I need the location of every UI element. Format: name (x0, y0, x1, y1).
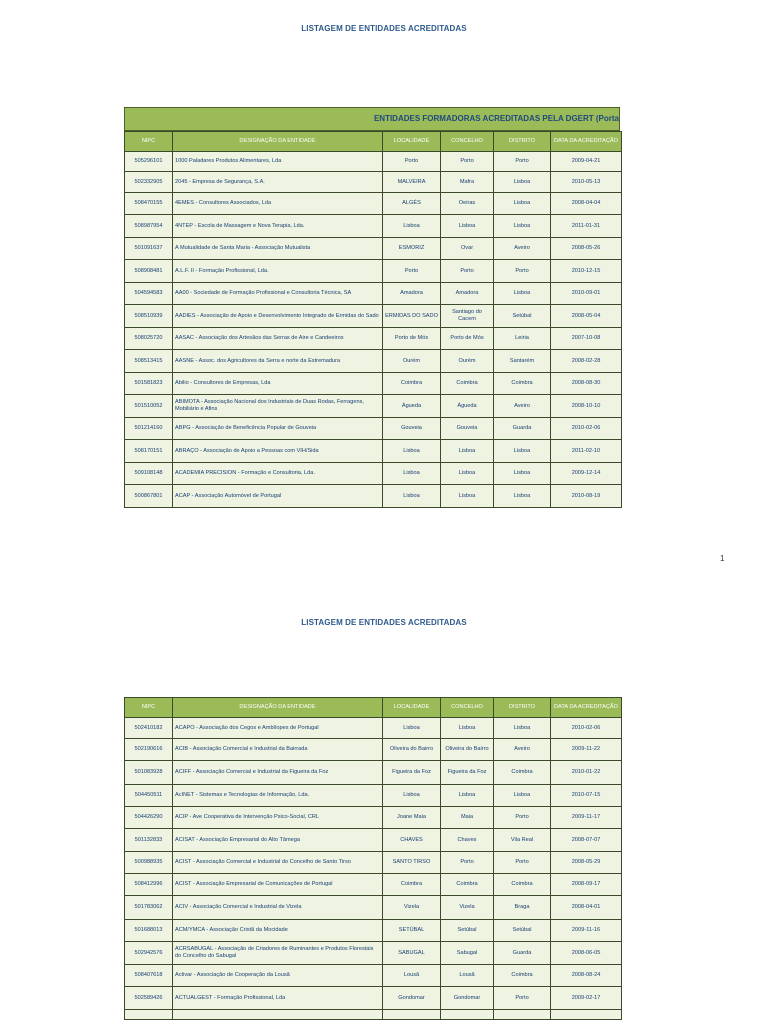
cell-designacao: ABRAÇO - Associação de Apoio a Pessoas com VIH/Sida (173, 440, 383, 463)
cell-designacao: ACADEMIA PRECISION - Formação e Consultoria, Lda. (173, 463, 383, 485)
cell-localidade: Vizela (383, 896, 441, 920)
cell-nipc: 504594583 (125, 283, 173, 305)
col-header-nipc: NIPC (125, 698, 173, 718)
cell-concelho: Lisboa (441, 785, 494, 807)
cell-data: 2010-05-13 (551, 172, 622, 193)
cell-designacao: Activar - Associação de Cooperação da Lousã (173, 965, 383, 987)
cell-data: 2008-09-17 (551, 874, 622, 896)
cell-distrito: Lisboa (494, 283, 551, 305)
cell-localidade: Porto (383, 260, 441, 283)
cell-nipc: 502942576 (125, 942, 173, 965)
cell-data: 2008-04-04 (551, 193, 622, 215)
table-row (125, 418, 622, 440)
cell-nipc: 502190616 (125, 739, 173, 761)
cell-localidade: ESMORIZ (383, 238, 441, 260)
cell-designacao: AcINET - Sistemas e Tecnologias de Informação, Lda. (173, 785, 383, 807)
cell-data: 2011-02-10 (551, 440, 622, 463)
cell-localidade: Lisboa (383, 485, 441, 508)
cell-concelho: Lisboa (441, 440, 494, 463)
cell-nipc: 501214160 (125, 418, 173, 440)
cell-localidade: SABUGAL (383, 942, 441, 965)
cell-localidade: Coimbra (383, 373, 441, 395)
table-row (125, 761, 622, 785)
table-banner (124, 107, 620, 131)
cell-data: 2010-12-15 (551, 260, 622, 283)
page-number: 1 (720, 554, 725, 563)
cell-concelho: Porto (441, 152, 494, 172)
cell-localidade: Porto (383, 152, 441, 172)
cell-distrito: Vila Real (494, 829, 551, 852)
cell-designacao: ACM/YMCA - Associação Cristã da Mocidade (173, 920, 383, 942)
cell-concelho: Oeiras (441, 193, 494, 215)
cell-designacao: ABIMOTA - Associação Nacional dos Industriais de Duas Rodas, Ferragens, Mobiliário e Afins (173, 395, 383, 418)
cell-data: 2008-06-05 (551, 942, 622, 965)
cell-data: 2010-07-15 (551, 785, 622, 807)
cell-designacao: ACIV - Associação Comercial e Industrial de Vizela (173, 896, 383, 920)
cell-distrito: Leiria (494, 328, 551, 350)
cell-designacao: Abilio - Consultores de Empresas, Lda (173, 373, 383, 395)
cell-distrito: Porto (494, 852, 551, 874)
table-row (125, 874, 622, 896)
cell-nipc: 508513415 (125, 350, 173, 373)
cell-data: 2009-12-14 (551, 463, 622, 485)
cell-data: 2008-05-29 (551, 852, 622, 874)
cell-concelho: Maia (441, 807, 494, 829)
cell-localidade: Porto de Mós (383, 328, 441, 350)
cell-distrito: Coimbra (494, 761, 551, 785)
cell-concelho: Lisboa (441, 215, 494, 238)
table-banner-text: ENTIDADES FORMADORAS ACREDITADAS PELA DGERT (Porta (373, 114, 619, 123)
table-row (125, 785, 622, 807)
table-row (125, 920, 622, 942)
col-header-concelho: CONCELHO (441, 698, 494, 718)
cell-designacao: ACIB - Associação Comercial e Industrial da Bairrada (173, 739, 383, 761)
cell-localidade: Gouveia (383, 418, 441, 440)
cell-concelho: Águeda (441, 395, 494, 418)
table-row (125, 942, 622, 965)
table-row (125, 172, 622, 193)
cell-distrito: Lisboa (494, 785, 551, 807)
cell-data: 2010-01-22 (551, 761, 622, 785)
cell-data: 2008-05-04 (551, 305, 622, 328)
cell-distrito: Lisboa (494, 440, 551, 463)
table-row (125, 1010, 622, 1020)
cell-nipc: 508407618 (125, 965, 173, 987)
table-row (125, 152, 622, 172)
col-header-distrito: DISTRITO (494, 132, 551, 152)
cell-nipc: 508470155 (125, 193, 173, 215)
cell-concelho: Oliveira do Bairro (441, 739, 494, 761)
cell-designacao: 4NTEP - Escola de Massagem e Nova Terapia, Lda. (173, 215, 383, 238)
cell-localidade: SANTO TIRSO (383, 852, 441, 874)
cell-distrito: Lisboa (494, 215, 551, 238)
cell-distrito: Guarda (494, 942, 551, 965)
cell-concelho: Coimbra (441, 373, 494, 395)
cell-nipc: 501688013 (125, 920, 173, 942)
table-row (125, 965, 622, 987)
table-row (125, 350, 622, 373)
cell-data: 2007-10-08 (551, 328, 622, 350)
cell-nipc: 508170151 (125, 440, 173, 463)
col-header-designacao: DESIGNAÇÃO DA ENTIDADE (173, 132, 383, 152)
table-row (125, 485, 622, 508)
cell-designacao (173, 1010, 383, 1020)
cell-nipc: 504450511 (125, 785, 173, 807)
cell-distrito: Coimbra (494, 373, 551, 395)
cell-data: 2009-11-17 (551, 807, 622, 829)
cell-localidade: CHAVES (383, 829, 441, 852)
table-row (125, 215, 622, 238)
cell-designacao: ACAPO - Associação dos Cegos e Amblíopes de Portugal (173, 718, 383, 739)
cell-data: 2008-10-10 (551, 395, 622, 418)
cell-distrito: Porto (494, 152, 551, 172)
cell-localidade: Joane Maia (383, 807, 441, 829)
cell-distrito: Aveiro (494, 739, 551, 761)
table-row (125, 238, 622, 260)
cell-concelho: Gouveia (441, 418, 494, 440)
cell-designacao: A Mutualidade de Santa Maria - Associação Mutualista (173, 238, 383, 260)
cell-designacao: AA00 - Sociedade de Formação Profissional e Consultoria Técnica, SA (173, 283, 383, 305)
cell-designacao: ACISAT - Associação Empresarial do Alto Tâmega (173, 829, 383, 852)
cell-localidade: Lisboa (383, 215, 441, 238)
cell-localidade: Coimbra (383, 874, 441, 896)
cell-concelho: Setúbal (441, 920, 494, 942)
cell-data: 2009-02-17 (551, 987, 622, 1010)
cell-data: 2010-02-06 (551, 418, 622, 440)
cell-distrito: Porto (494, 987, 551, 1010)
cell-concelho: Figueira da Foz (441, 761, 494, 785)
cell-nipc: 501083928 (125, 761, 173, 785)
cell-distrito: Guarda (494, 418, 551, 440)
cell-data: 2010-09-01 (551, 283, 622, 305)
table-body-2 (125, 718, 622, 1020)
cell-localidade: Lisboa (383, 785, 441, 807)
cell-designacao: ACIST - Associação Comercial e Industrial do Concelho de Santo Tirso (173, 852, 383, 874)
cell-data: 2009-11-16 (551, 920, 622, 942)
cell-data: 2008-08-30 (551, 373, 622, 395)
cell-localidade: Gondomar (383, 987, 441, 1010)
cell-concelho: Amadora (441, 283, 494, 305)
cell-nipc: 501510052 (125, 395, 173, 418)
cell-localidade: Lisboa (383, 463, 441, 485)
cell-designacao: ACTUALGEST - Formação Profissional, Lda (173, 987, 383, 1010)
cell-distrito: Lisboa (494, 172, 551, 193)
cell-nipc: 509108148 (125, 463, 173, 485)
cell-data: 2010-08-19 (551, 485, 622, 508)
cell-distrito: Lisboa (494, 718, 551, 739)
cell-designacao: 2045 - Empresa de Segurança, S.A. (173, 172, 383, 193)
cell-concelho: Ovar (441, 238, 494, 260)
cell-nipc: 501783062 (125, 896, 173, 920)
cell-nipc: 501132833 (125, 829, 173, 852)
table-row (125, 373, 622, 395)
cell-concelho: Porto de Mós (441, 328, 494, 350)
cell-designacao: AASNE - Assoc. dos Agricultores da Serra e norte da Estremadura (173, 350, 383, 373)
cell-localidade: Oliveira do Bairro (383, 739, 441, 761)
table-row (125, 852, 622, 874)
cell-concelho: Sabugal (441, 942, 494, 965)
cell-concelho: Lisboa (441, 485, 494, 508)
cell-nipc: 508025720 (125, 328, 173, 350)
table-row (125, 305, 622, 328)
cell-localidade: Lousã (383, 965, 441, 987)
table-row (125, 739, 622, 761)
cell-data: 2008-08-24 (551, 965, 622, 987)
table-row (125, 260, 622, 283)
col-header-distrito: DISTRITO (494, 698, 551, 718)
cell-nipc: 500988935 (125, 852, 173, 874)
cell-data: 2008-02-28 (551, 350, 622, 373)
cell-distrito: Porto (494, 807, 551, 829)
cell-nipc: 500867801 (125, 485, 173, 508)
table-header-row (125, 698, 622, 718)
entities-table-2 (124, 697, 622, 1020)
cell-concelho: Lousã (441, 965, 494, 987)
cell-nipc: 505296101 (125, 152, 173, 172)
cell-designacao: ACRSABUGAL - Associação de Criadores de Ruminantes e Produtos Florestais do Concelho do Sabugal (173, 942, 383, 965)
table-row (125, 328, 622, 350)
col-header-designacao: DESIGNAÇÃO DA ENTIDADE (173, 698, 383, 718)
entities-table-1 (124, 131, 622, 508)
cell-distrito: Santarém (494, 350, 551, 373)
col-header-concelho: CONCELHO (441, 132, 494, 152)
cell-concelho: Santiago do Cacem (441, 305, 494, 328)
cell-designacao: 4EMES - Consultores Associados, Lda (173, 193, 383, 215)
col-header-data: DATA DA ACREDITAÇÃO (551, 698, 622, 718)
cell-designacao: A.L.F. II - Formação Profissional, Lda. (173, 260, 383, 283)
cell-data: 2009-11-22 (551, 739, 622, 761)
cell-concelho: Vizela (441, 896, 494, 920)
cell-data: 2011-01-31 (551, 215, 622, 238)
table-row (125, 718, 622, 739)
cell-distrito: Setúbal (494, 920, 551, 942)
cell-localidade: Lisboa (383, 440, 441, 463)
cell-concelho: Gondomar (441, 987, 494, 1010)
cell-designacao: AADIES - Associação de Apoio e Desenvolvimento Integrado de Ermidas do Sado (173, 305, 383, 328)
cell-distrito: Lisboa (494, 193, 551, 215)
cell-localidade: ERMIDAS DO SADO (383, 305, 441, 328)
cell-nipc: 508412996 (125, 874, 173, 896)
page-title-2: LISTAGEM DE ENTIDADES ACREDITADAS (301, 618, 467, 627)
cell-localidade: MALVEIRA (383, 172, 441, 193)
cell-nipc: 502332905 (125, 172, 173, 193)
table-body-1 (125, 152, 622, 508)
cell-concelho: Lisboa (441, 463, 494, 485)
cell-nipc: 501581823 (125, 373, 173, 395)
cell-designacao: 1000 Paladares Produtos Alimentares, Lda (173, 152, 383, 172)
cell-designacao: ACIFF - Associação Comercial e Industrial da Figueira da Foz (173, 761, 383, 785)
cell-localidade: Ourém (383, 350, 441, 373)
table-row (125, 283, 622, 305)
cell-distrito: Lisboa (494, 463, 551, 485)
col-header-nipc: NIPC (125, 132, 173, 152)
table-row (125, 395, 622, 418)
cell-data: 2009-04-21 (551, 152, 622, 172)
table-row (125, 440, 622, 463)
cell-distrito: Coimbra (494, 965, 551, 987)
page-title: LISTAGEM DE ENTIDADES ACREDITADAS (301, 24, 467, 33)
table-row (125, 896, 622, 920)
cell-localidade: Figueira da Foz (383, 761, 441, 785)
cell-localidade: Amadora (383, 283, 441, 305)
cell-data: 2010-02-06 (551, 718, 622, 739)
col-header-localidade: LOCALIDADE (383, 698, 441, 718)
cell-nipc: 508510939 (125, 305, 173, 328)
cell-nipc: 504426290 (125, 807, 173, 829)
table-row (125, 193, 622, 215)
cell-designacao: ABPG - Associação de Beneficência Popular de Gouveia (173, 418, 383, 440)
cell-nipc: 502410182 (125, 718, 173, 739)
col-header-localidade: LOCALIDADE (383, 132, 441, 152)
cell-designacao: ACIP - Ave Cooperativa de Intervenção Psico-Social, CRL (173, 807, 383, 829)
cell-nipc (125, 1010, 173, 1020)
cell-distrito: Lisboa (494, 485, 551, 508)
cell-data (551, 1010, 622, 1020)
cell-concelho: Mafra (441, 172, 494, 193)
cell-concelho: Lisboa (441, 718, 494, 739)
cell-nipc: 508987954 (125, 215, 173, 238)
cell-localidade: Lisboa (383, 718, 441, 739)
table-row (125, 829, 622, 852)
cell-nipc: 508908481 (125, 260, 173, 283)
cell-concelho: Porto (441, 852, 494, 874)
cell-designacao: AASAC - Associação dos Artesãos das Serras de Aire e Candeeiros (173, 328, 383, 350)
table-row (125, 987, 622, 1010)
cell-data: 2008-05-26 (551, 238, 622, 260)
cell-concelho: Coimbra (441, 874, 494, 896)
cell-distrito: Coimbra (494, 874, 551, 896)
table-header-row (125, 132, 622, 152)
table-row (125, 807, 622, 829)
cell-localidade: SETÚBAL (383, 920, 441, 942)
cell-distrito: Aveiro (494, 238, 551, 260)
cell-nipc: 501091637 (125, 238, 173, 260)
cell-localidade: Águeda (383, 395, 441, 418)
cell-concelho (441, 1010, 494, 1020)
cell-nipc: 502589426 (125, 987, 173, 1010)
table-row (125, 463, 622, 485)
cell-localidade: ALGÉS (383, 193, 441, 215)
cell-designacao: ACIST - Associação Empresarial de Comunicações de Portugal (173, 874, 383, 896)
cell-data: 2008-07-07 (551, 829, 622, 852)
cell-distrito: Braga (494, 896, 551, 920)
cell-localidade (383, 1010, 441, 1020)
cell-distrito: Setúbal (494, 305, 551, 328)
cell-designacao: ACAP - Associação Automóvel de Portugal (173, 485, 383, 508)
cell-distrito: Porto (494, 260, 551, 283)
cell-distrito: Aveiro (494, 395, 551, 418)
cell-distrito (494, 1010, 551, 1020)
cell-concelho: Ourém (441, 350, 494, 373)
col-header-data: DATA DA ACREDITAÇÃO (551, 132, 622, 152)
cell-concelho: Chaves (441, 829, 494, 852)
cell-data: 2008-04-01 (551, 896, 622, 920)
cell-concelho: Porto (441, 260, 494, 283)
